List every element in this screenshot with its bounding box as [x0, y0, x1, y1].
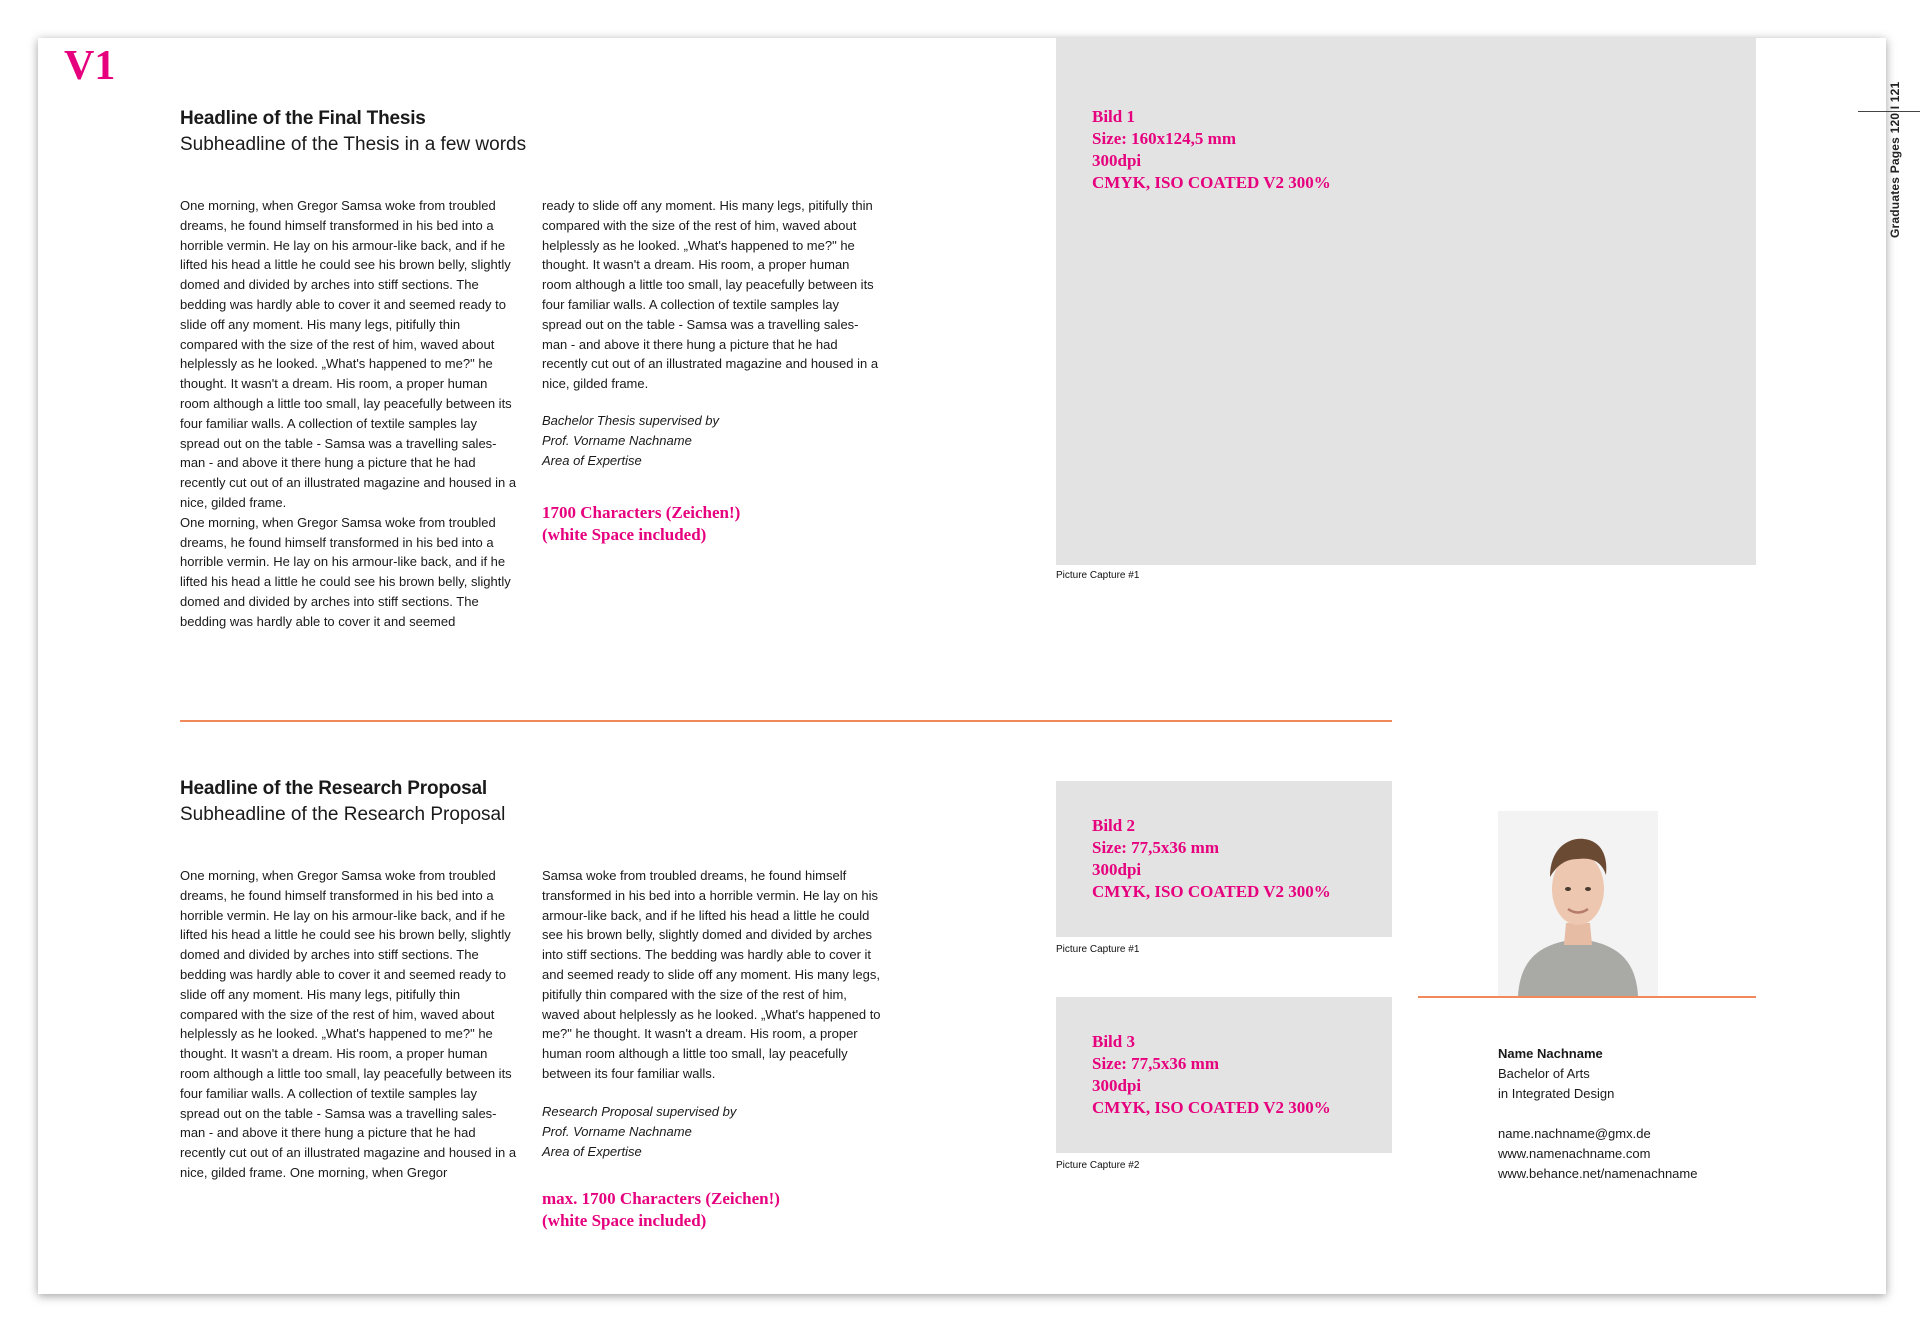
research-headline: Headline of the Research Proposal [180, 778, 487, 799]
version-badge: V1 [64, 43, 116, 89]
profile-website: www.namenachname.com [1498, 1146, 1651, 1161]
page-number-label: Graduates Pages 120 I 121 [1888, 81, 1902, 238]
image-placeholder-3 [1056, 997, 1392, 1153]
supervisor-name: Prof. Vorname Nachname [542, 432, 692, 448]
image-title: Bild 1 [1092, 107, 1135, 126]
profile-photo [1498, 811, 1658, 996]
character-limit: max. 1700 Characters (Zeichen!) [542, 1189, 780, 1208]
image-size: Size: 77,5x36 mm [1092, 1054, 1220, 1073]
research-column-1 [180, 866, 520, 1183]
picture-caption-3: Picture Capture #2 [1056, 1160, 1140, 1171]
image-dpi: 300dpi [1092, 1076, 1142, 1095]
profile-email: name.nachname@gmx.de [1498, 1126, 1651, 1141]
profile-contact [1498, 1044, 1697, 1184]
image-spec-3 [1092, 1031, 1331, 1119]
person-portrait-icon [1498, 811, 1658, 996]
area-of-expertise: Area of Expertise [542, 452, 642, 468]
research-supervision [542, 1102, 736, 1161]
image-dpi: 300dpi [1092, 860, 1142, 879]
image-spec-2 [1092, 815, 1331, 903]
profile-divider [1418, 996, 1756, 998]
picture-caption-2: Picture Capture #1 [1056, 944, 1140, 955]
thesis-column-1 [180, 196, 520, 632]
profile-name: Name Nachname [1498, 1046, 1603, 1061]
supervision-line: Research Proposal supervised by [542, 1104, 737, 1119]
supervision-line: Bachelor Thesis supervised by [542, 413, 720, 428]
thesis-supervision [542, 411, 719, 470]
image-size: Size: 77,5x36 mm [1092, 838, 1220, 857]
image-title: Bild 3 [1092, 1032, 1135, 1051]
paragraph: Samsa woke from troubled dreams, he found himself transformed in his bed into a horrible vermin. He lay on his armour-like back, and if he lifted his head a little he could see his brown belly, slightly domed and divided by arches into stiff sections. The bedding was hardly able to cover it and seemed ready to slide off any moment. His many legs, pitifully thin compared with the size of the rest of him, waved about helplessly as he looked. „What's happened to me?" he thought. It wasn't a dream. His room, a proper human room although a little too small, lay peacefully between its four familiar walls. [542, 868, 881, 1081]
supervisor-name: Prof. Vorname Nachname [542, 1123, 692, 1139]
image-title: Bild 2 [1092, 816, 1135, 835]
paragraph: ready to slide off any moment. His many legs, pitifully thin compared with the size of the rest of him, waved about helplessly as he looked. „What's happened to me?" he thought. It wasn't a dream. His room, a proper human room although a little too small, lay peacefully between its four familiar walls. A collection of textile samples lay spread out on the table - Samsa was a travelling sales- man - and above it there hung a picture that he had recently cut out of an illustrated magazine and housed in a nice, gilded frame. [542, 198, 879, 392]
section-divider [180, 720, 1392, 722]
image-placeholder-2 [1056, 781, 1392, 937]
image-spec-1 [1092, 106, 1331, 194]
research-column-2 [542, 866, 882, 1084]
profile-field: in Integrated Design [1498, 1086, 1615, 1101]
spacer [1498, 1104, 1697, 1124]
area-of-expertise: Area of Expertise [542, 1143, 642, 1159]
research-character-note [542, 1188, 780, 1232]
whitespace-note: (white Space included) [542, 1211, 707, 1230]
paragraph: One morning, when Gregor Samsa woke from troubled dreams, he found himself transformed in his bed into a horrible vermin. He lay on his armour-like back, and if he lifted his head a little he could see his brown belly, slightly domed and divided by arches into stiff sections. The bedding was hardly able to cover it and seemed ready to slide off any moment. His many legs, pitifully thin compared with the size of the rest of him, waved about helplessly as he looked. „What's happened to me?" he thought. It wasn't a dream. His room, a proper human room although a little too small, lay peacefully between its four familiar walls. A collection of textile samples lay spread out on the table - Samsa was a travelling sales- man - and above it there hung a picture that he had recently cut out of an illustrated magazine and housed in a nice, gilded frame. One morning, when Gregor [180, 868, 517, 1180]
thesis-headline: Headline of the Final Thesis [180, 108, 426, 129]
brochure-spread [38, 38, 1902, 1294]
image-color-profile: CMYK, ISO COATED V2 300% [1092, 1098, 1331, 1117]
thesis-character-note [542, 502, 740, 546]
profile-degree: Bachelor of Arts [1498, 1066, 1590, 1081]
image-size: Size: 160x124,5 mm [1092, 129, 1237, 148]
thesis-subheadline: Subheadline of the Thesis in a few words [180, 134, 527, 155]
thesis-column-2 [542, 196, 882, 394]
profile-behance: www.behance.net/namenachname [1498, 1166, 1698, 1181]
image-placeholder-1 [1056, 38, 1756, 565]
picture-caption-1: Picture Capture #1 [1056, 570, 1140, 581]
whitespace-note: (white Space included) [542, 525, 707, 544]
character-limit: 1700 Characters (Zeichen!) [542, 503, 741, 522]
image-color-profile: CMYK, ISO COATED V2 300% [1092, 173, 1331, 192]
paragraph: One morning, when Gregor Samsa woke from troubled dreams, he found himself transformed in his bed into a horrible vermin. He lay on his armour-like back, and if he lifted his head a little he could see his brown belly, slightly domed and divided by arches into stiff sections. The bedding was hardly able to cover it and seemed ready to slide off any moment. His many legs, pitifully thin compared with the size of the rest of him, waved about helplessly as he looked. „What's happened to me?" he thought. It wasn't a dream. His room, a proper human room although a little too small, lay peacefully between its four familiar walls. A collection of textile samples lay spread out on the table - Samsa was a travelling sales- man - and above it there hung a picture that he had recently cut out of an illustrated magazine and housed in a nice, gilded frame. [180, 198, 517, 510]
research-subheadline: Subheadline of the Research Proposal [180, 804, 506, 825]
image-dpi: 300dpi [1092, 151, 1142, 170]
paragraph: One morning, when Gregor Samsa woke from troubled dreams, he found himself transformed in his bed into a horrible vermin. He lay on his armour-like back, and if he lifted his head a little he could see his brown belly, slightly domed and divided by arches into stiff sections. The bedding was hardly able to cover it and seemed [180, 514, 511, 629]
image-color-profile: CMYK, ISO COATED V2 300% [1092, 882, 1331, 901]
